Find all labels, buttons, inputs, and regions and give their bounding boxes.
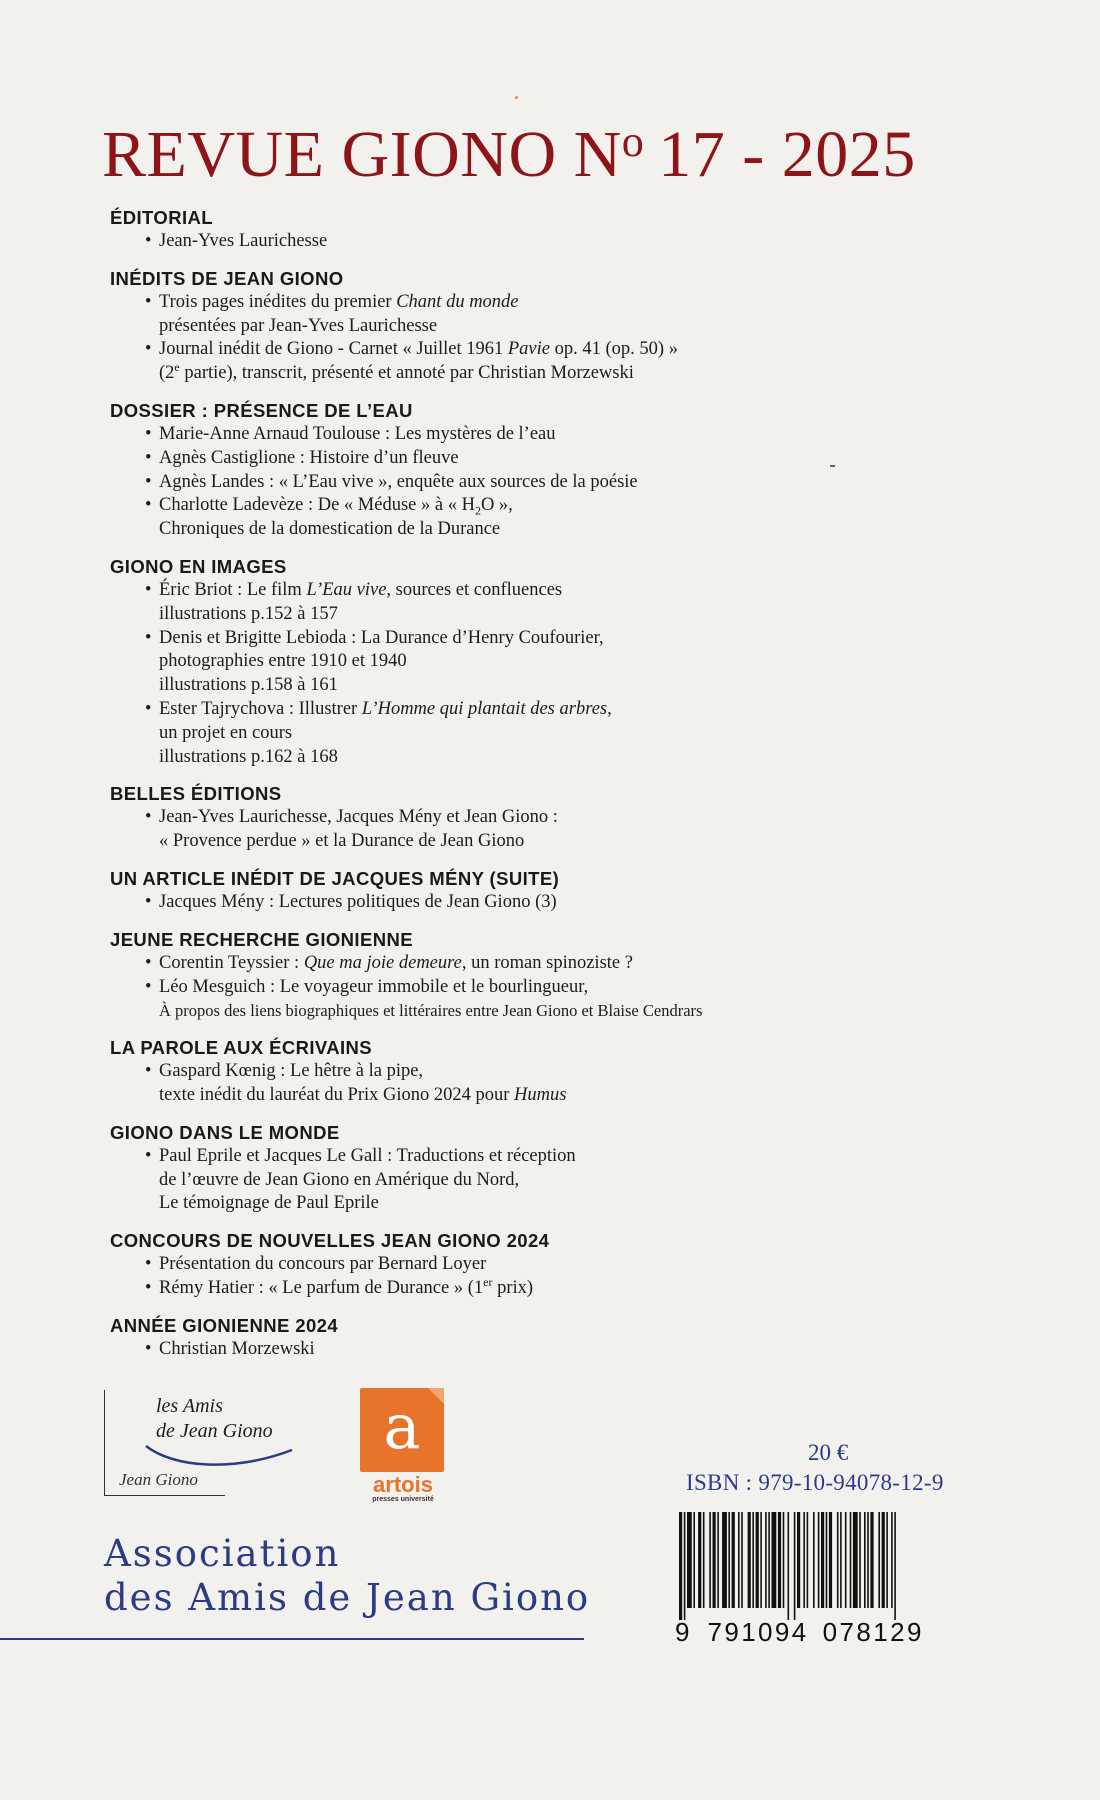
title-main: REVUE GIONO N [102,118,622,191]
item-text: Marie-Anne Arnaud Toulouse : Les mystères de l’eau [159,423,556,444]
item-text: op. 41 (op. 50) » [550,339,678,360]
barcode-bar [679,1512,682,1620]
item-text: 2 [474,504,481,519]
item-line [159,1084,1010,1108]
item-line [159,650,1010,674]
item-line [159,518,1010,542]
item-line [159,891,1010,915]
barcode-bar [794,1512,796,1620]
item-line [159,471,1010,495]
barcode-bar [788,1512,790,1620]
barcode-bar [698,1512,701,1608]
barcode-bar [728,1512,730,1608]
item-text: O », [480,495,513,516]
page-title [102,102,916,195]
amis-de-giono-logo [104,1390,294,1505]
section-heading: GIONO EN IMAGES [110,555,287,577]
item-text: Jacques Mény : Lectures politiques de Jean Giono (3) [159,891,557,912]
item-line [159,1145,1010,1169]
item-text: Pavie [507,339,550,360]
item-text: Humus [514,1084,567,1105]
toc-section [110,399,1010,542]
section-heading: ANNÉE GIONIENNE 2024 [110,1314,339,1336]
barcode-bar [864,1512,866,1608]
artois-name: artois [373,1472,433,1497]
barcode-bar [813,1512,815,1608]
barcode-bar [732,1512,735,1608]
barcode-bar [821,1512,824,1608]
barcode-bar [859,1512,861,1608]
barcode-bar [722,1512,727,1608]
barcode-bar [752,1512,754,1608]
list-item [145,1145,1010,1216]
table-of-contents [110,206,1010,1375]
barcode-bar [741,1512,743,1608]
section-heading: DOSSIER : PRÉSENCE DE L’EAU [110,399,413,421]
item-text: Journal inédit de Giono - Carnet « Juillet 1961 [159,339,508,360]
barcode-bar [894,1512,896,1620]
section-heading: BELLES ÉDITIONS [110,783,282,805]
list-item [145,494,1010,542]
item-text: illustrations p.158 à 161 [159,675,338,696]
barcode-bar [840,1512,842,1608]
item-text: Corentin Teyssier : [159,952,304,973]
amis-logo-line1: les Amis [156,1395,223,1417]
item-text: Agnès Landes : « L’Eau vive », enquête aux sources de la poésie [159,471,638,492]
barcode-bar [765,1512,767,1608]
barcode-bar [837,1512,839,1608]
item-text: À propos des liens biographiques et littéraires entre Jean Giono et Blaise Cendrars [159,1001,703,1021]
item-line [159,494,1010,518]
item-text: Trois pages inédites du premier [159,291,397,312]
title-number: 17 - 2025 [658,118,916,191]
item-line [159,1060,1010,1084]
item-text: Gaspard Kœnig : Le hêtre à la pipe, [159,1061,424,1082]
item-line [159,362,1010,386]
barcode-bar [829,1512,832,1608]
item-line [159,338,1010,362]
barcode-bar [818,1512,820,1608]
artois-logo-square [360,1388,444,1472]
item-text: Agnès Castiglione : Histoire d’un fleuve [159,447,459,468]
barcode-bar [693,1512,695,1608]
item-line [159,579,1010,603]
item-line [159,291,1010,315]
toc-section [110,1036,1010,1108]
barcode-bar [845,1512,847,1608]
item-text: Chroniques de la domestication de la Durance [159,519,501,540]
item-line [159,722,1010,746]
item-text: illustrations p.162 à 168 [159,746,338,767]
item-text: Christian Morzewski [159,1338,315,1359]
list-item [145,423,1010,447]
item-line [159,603,1010,627]
barcode-bars [677,1512,977,1620]
item-text: partie), transcrit, présenté et annoté par Christian Morzewski [179,363,634,384]
barcode-group-2: 078129 [822,1617,924,1647]
barcode-bar [807,1512,809,1608]
item-line [159,698,1010,722]
item-text: Denis et Brigitte Lebioda : La Durance d’Henry Coufourier, [159,627,604,648]
item-text: Présentation du concours par Bernard Loyer [159,1254,487,1275]
item-text: Rémy Hatier : « Le parfum de Durance » (1 [159,1277,484,1298]
barcode-bar [748,1512,751,1608]
list-item [145,627,1010,698]
barcode-bar [772,1512,777,1608]
item-line [159,447,1010,471]
item-text: Ester Tajrychova : Illustrer [159,698,362,719]
item-line [159,230,1010,254]
association-line2: des Amis de Jean Giono [104,1576,591,1619]
amis-logo-line2: de Jean Giono [156,1420,273,1442]
item-text: , un roman spinoziste ? [461,952,633,973]
item-text: er [483,1274,493,1289]
list-item [145,1060,1010,1108]
item-line [159,806,1010,830]
item-line [159,746,1010,770]
section-heading: GIONO DANS LE MONDE [110,1121,340,1143]
item-text: L’Eau vive [306,579,387,600]
list-item [145,698,1010,769]
barcode-bar [891,1512,893,1608]
item-line [159,423,1010,447]
list-item [145,338,1010,386]
item-text: (2 [159,363,175,384]
item-line [159,627,1010,651]
toc-section [110,867,1010,915]
item-text: Chant du monde [396,291,519,312]
list-item [145,1338,1010,1362]
artois-letter: a [383,1390,421,1463]
item-text: Le témoignage de Paul Eprile [159,1193,379,1214]
barcode-bar [709,1512,711,1608]
barcode-bar [882,1512,885,1608]
list-item [145,891,1010,915]
barcode-digits [675,1617,924,1648]
list-item [145,976,1010,1024]
item-text: Paul Eprile et Jacques Le Gall : Traductions et réception [159,1145,576,1166]
barcode-bar [878,1512,880,1608]
item-text: , sources et confluences [386,579,563,600]
item-text: photographies entre 1910 et 1940 [159,651,407,672]
item-line [159,315,1010,339]
section-heading: JEUNE RECHERCHE GIONIENNE [110,928,413,950]
item-line [159,999,1010,1023]
barcode-bar [760,1512,762,1608]
item-line [159,1169,1010,1193]
barcode-bar [684,1512,686,1620]
item-line [159,1338,1010,1362]
association-name [104,1532,590,1620]
title-degree: o [621,117,645,166]
toc-section [110,928,1010,1023]
isbn: ISBN : 979-10-94078-12-9 [686,1470,944,1495]
barcode-bar [717,1512,719,1608]
list-item [145,447,1010,471]
artois-logo [360,1388,446,1503]
divider [0,1638,584,1640]
item-text: illustrations p.152 à 157 [159,603,338,624]
item-text: un projet en cours [159,722,293,743]
barcode-bar [853,1512,858,1608]
barcode-first-digit: 9 [675,1617,690,1647]
barcode-bar [783,1512,785,1608]
barcode-bar [826,1512,828,1608]
toc-section [110,206,1010,254]
section-heading: CONCOURS DE NOUVELLES JEAN GIONO 2024 [110,1230,550,1252]
item-line [159,1274,1010,1301]
item-text: e [174,360,180,375]
toc-section [110,1314,1010,1362]
barcode-bar [803,1512,805,1608]
barcode-bar [867,1512,869,1608]
section-heading: INÉDITS DE JEAN GIONO [110,267,344,289]
artois-subtitle: presses université [372,1496,434,1503]
list-item [145,806,1010,854]
toc-section [110,267,1010,386]
barcode-group-1: 791094 [707,1617,809,1647]
association-line1: Association [104,1532,341,1575]
item-text: présentées par Jean-Yves Laurichesse [159,315,438,336]
item-line [159,674,1010,698]
item-text: « Provence perdue » et la Durance de Jean Giono [159,831,525,852]
item-text: Jean-Yves Laurichesse [159,231,328,251]
giono-signature: Jean Giono [119,1470,198,1489]
item-text: Léo Mesguich : Le voyageur immobile et le bourlingueur, [159,976,589,997]
item-text: texte inédit du lauréat du Prix Giono 2024 pour [159,1084,515,1105]
section-heading: ÉDITORIAL [110,207,213,228]
list-item [145,1274,1010,1301]
barcode-bar [756,1512,759,1608]
barcode-bar [870,1512,873,1608]
list-item [145,291,1010,339]
toc-section [110,1229,1010,1301]
barcode-bar [713,1512,716,1608]
barcode-bar [850,1512,852,1608]
barcode-bar [738,1512,740,1608]
barcode-bar [703,1512,705,1608]
speck [515,96,518,99]
section-heading: UN ARTICLE INÉDIT DE JACQUES MÉNY (SUITE) [110,867,560,889]
barcode-bar [886,1512,888,1608]
barcode-bar [778,1512,781,1608]
item-line [159,830,1010,854]
item-text: Charlotte Ladevèze : De « Méduse » à « H [159,495,475,516]
item-text: prix) [492,1277,534,1298]
item-text: L’Homme qui plantait des arbres, [361,698,612,719]
barcode-bar [797,1512,800,1608]
item-text: Que ma joie demeure [303,952,462,973]
list-item [145,579,1010,627]
item-text: Éric Briot : Le film [159,579,307,600]
price: 20 € [808,1440,849,1465]
item-text: de l’œuvre de Jean Giono en Amérique du Nord, [159,1169,520,1190]
list-item [145,952,1010,976]
section-heading: LA PAROLE AUX ÉCRIVAINS [110,1037,373,1059]
toc-section [110,1121,1010,1216]
barcode-bar [768,1512,770,1608]
list-item [145,230,1010,254]
item-line [159,952,1010,976]
item-line [159,1192,1010,1216]
barcode-bar [687,1512,692,1608]
item-text: Jean-Yves Laurichesse, Jacques Mény et Jean Giono : [159,807,558,828]
toc-section [110,782,1010,854]
item-line [159,976,1010,1000]
toc-section [110,555,1010,769]
item-line [159,1253,1010,1277]
list-item [145,471,1010,495]
list-item [145,1253,1010,1277]
